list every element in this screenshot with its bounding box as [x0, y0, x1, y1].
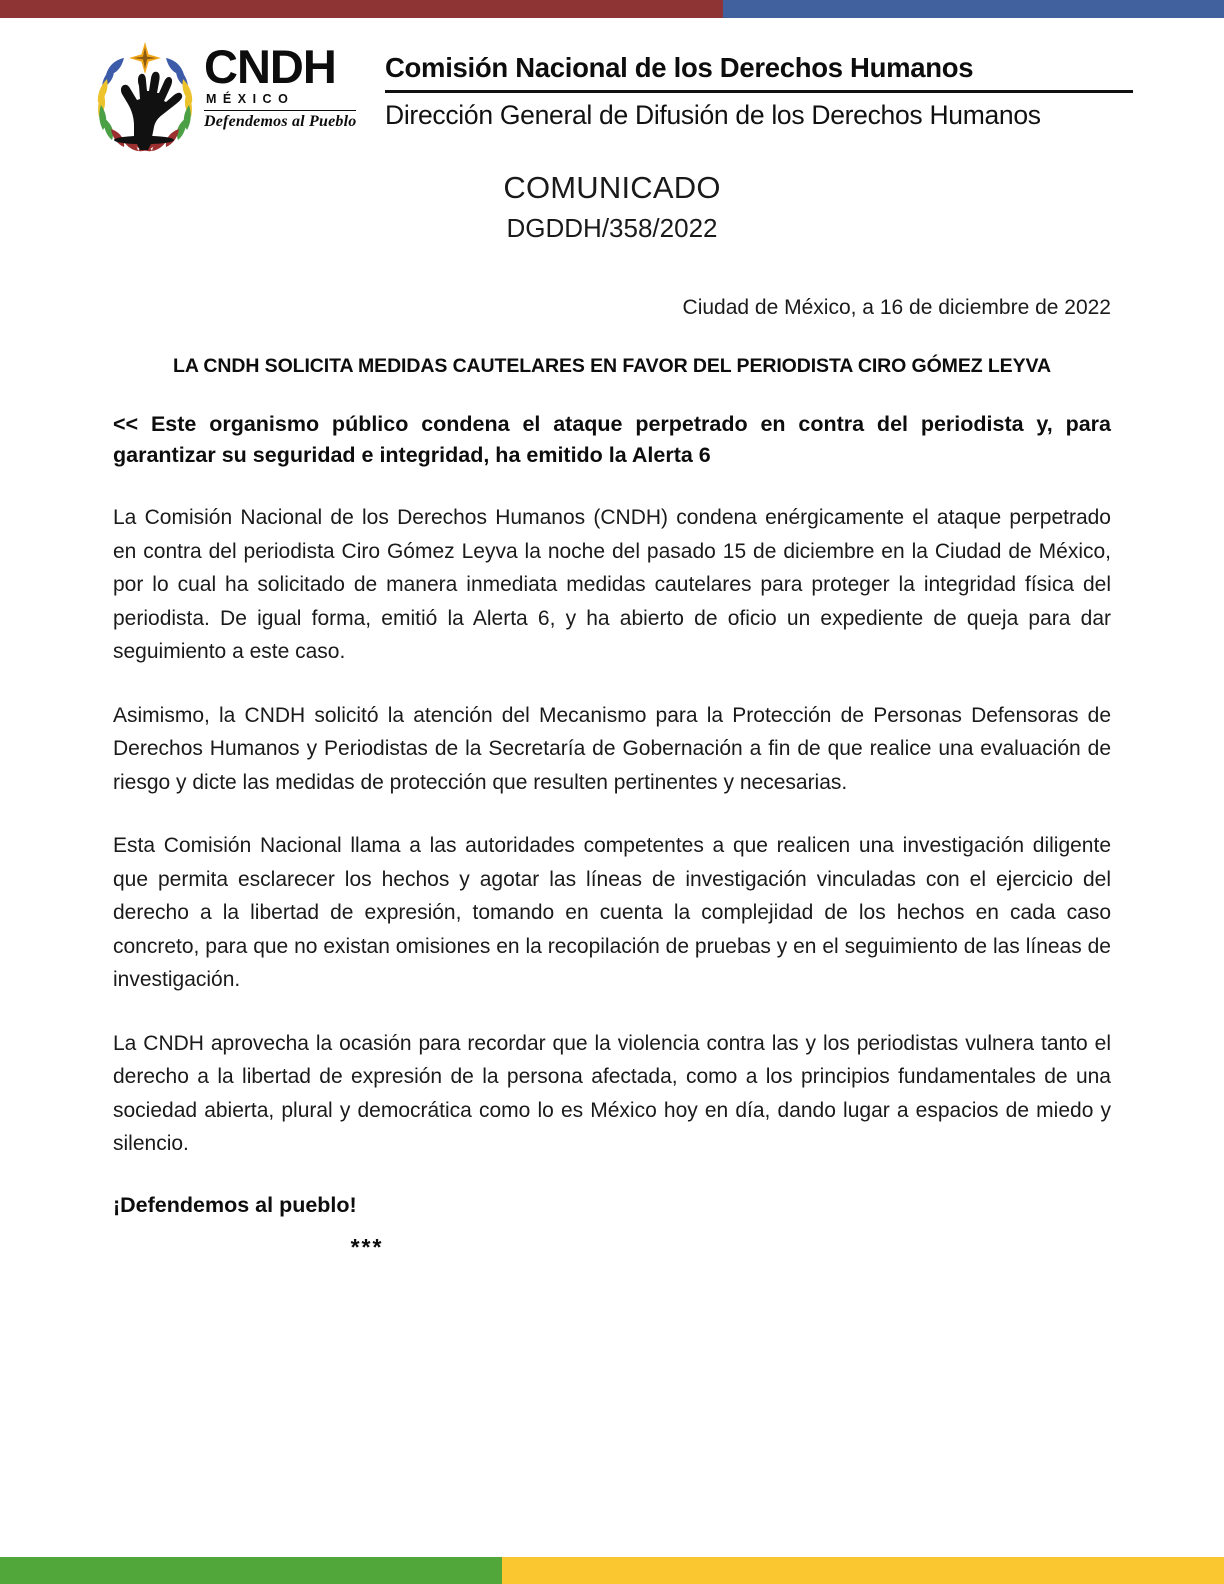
letterhead-divider: [385, 90, 1133, 93]
logo-rule: [204, 110, 356, 111]
document-body: [113, 168, 1111, 1261]
body-paragraph-2: Asimismo, la CNDH solicitó la atención del Mecanismo para la Protección de Personas Defensoras de Derechos Humanos y Periodistas de la Secretaría de Gobernación a fin de que realice una evaluación de riesgo y dicte las medidas de protección que resulten pertinentes y necesarias.: [113, 703, 1111, 794]
signoff-slogan: ¡Defendemos al pueblo!: [113, 1192, 357, 1217]
star-icon: [129, 42, 161, 74]
document-kind-title: COMUNICADO: [503, 170, 721, 205]
bottom-bar-green-segment: [0, 1557, 502, 1584]
top-bar-red-segment: [0, 0, 723, 18]
dateline: Ciudad de México, a 16 de diciembre de 2022: [682, 296, 1111, 319]
end-mark: ***: [350, 1233, 384, 1260]
bottom-bar-yellow-segment: [502, 1557, 1224, 1584]
department-name: Dirección General de Difusión de los Derechos Humanos: [385, 100, 1041, 130]
logo-slogan: Defendemos al Pueblo: [204, 113, 357, 130]
press-release-headline: LA CNDH SOLICITA MEDIDAS CAUTELARES EN FAVOR DEL PERIODISTA CIRO GÓMEZ LEYVA: [173, 355, 1051, 377]
cndh-logo: [78, 34, 363, 152]
body-paragraph-1: La Comisión Nacional de los Derechos Humanos (CNDH) condena enérgicamente el ataque perpetrado en contra del periodista Ciro Gómez Leyva la noche del pasado 15 de diciembre en la Ciudad de México, por lo cual ha solicitado de manera inmediata medidas cautelares para proteger la integridad física del periodista. De igual forma, emitió la Alerta 6, y ha abierto de oficio un expediente de queja para dar seguimiento a este caso.: [113, 506, 1111, 663]
logo-wordmark: [204, 40, 364, 131]
cndh-emblem-icon: [84, 34, 206, 152]
body-paragraph-3: Esta Comisión Nacional llama a las autoridades competentes a que realicen una investigación diligente que permita esclarecer los hechos y agotar las líneas de investigación vinculadas con el ejercicio del derecho a la libertad de expresión, tomando en cuenta la complejidad de los hechos en cada caso concreto, para que no existan omisiones en la recopilación de pruebas y en el seguimiento de las líneas de investigación.: [113, 834, 1111, 991]
letterhead: [78, 34, 1138, 154]
institution-name: Comisión Nacional de los Derechos Humanos: [385, 52, 974, 83]
press-release-lead: << Este organismo público condena el ataque perpetrado en contra del periodista y, para garantizar su seguridad e integridad, ha emitido la Alerta 6: [113, 412, 1111, 467]
logo-acronym: CNDH: [204, 40, 336, 93]
bottom-color-bar: [0, 1557, 1224, 1584]
document-folio: DGDDH/358/2022: [506, 213, 718, 243]
letterhead-titles: [363, 34, 1138, 131]
logo-country: MÉXICO: [206, 92, 295, 106]
top-color-bar: [0, 0, 1224, 18]
top-bar-blue-segment: [723, 0, 1224, 18]
body-paragraph-4: La CNDH aprovecha la ocasión para recordar que la violencia contra las y los periodistas vulnera tanto el derecho a la libertad de expresión de la persona afectada, como a los principios fundamentales de una sociedad abierta, plural y democrática como lo es México hoy en día, dando lugar a espacios de miedo y silencio.: [113, 1031, 1111, 1155]
